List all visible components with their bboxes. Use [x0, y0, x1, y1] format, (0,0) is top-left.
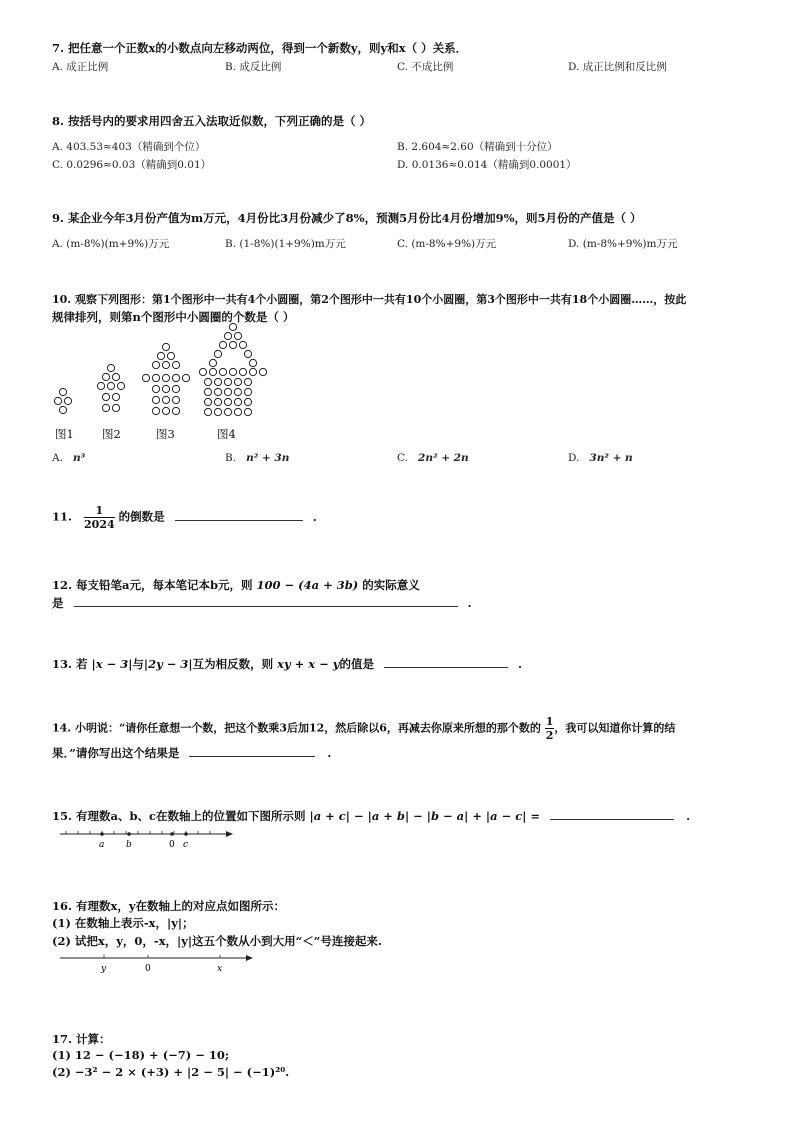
q13-mid: 与: [132, 657, 144, 671]
q9-option-b: B. (1-8%)(1+9%)m万元: [225, 238, 346, 250]
question-8-stem: 8. 按括号内的要求用四舍五入法取近似数，下列正确的是（ ）: [52, 114, 372, 128]
q8-option-d: D. 0.0136≈0.014（精确到0.0001）: [397, 159, 577, 171]
q10-option-a-letter: A.: [52, 452, 63, 464]
q13-prefix: 13. 若: [52, 657, 88, 671]
q14-fraction: [545, 715, 555, 742]
question-17-stem: 17. 计算：: [52, 1032, 111, 1046]
q14-line1: 14. 小明说：“请你任意想一个数，把这个数乘3后加12，然后除以6，再减去你原来所想的那个数的: [52, 721, 541, 735]
question-10-stem-line1: 10. 观察下列图形：第1个图形中一共有4个小圆圈，第2个图形中一共有10个小圆圈，第3个图形中一共有18个小圆圈……，按此: [52, 293, 687, 306]
q7-option-d: D. 成正比例和反比例: [568, 61, 667, 73]
q15-expression: |a + c| − |a + b| − |b − a| + |a − c| =: [309, 809, 541, 823]
fig-label-3: 图3: [156, 427, 175, 441]
question-15: [52, 808, 690, 824]
q14-frac-den: 2: [545, 729, 554, 742]
q16-part-2: (2) 试把x，y，0，-x，|y|这五个数从小到大用“＜”号连接起来.: [52, 934, 382, 948]
q10-option-b-math: n² + 3n: [246, 452, 290, 464]
q13-answer-blank[interactable]: [384, 657, 508, 668]
q9-option-c: C. (m-8%+9%)万元: [397, 238, 497, 250]
q10-option-d-math: 3n² + n: [589, 452, 633, 464]
q15-answer-blank[interactable]: [550, 809, 674, 820]
q15-label-b: b: [126, 840, 132, 850]
q17-part-2: (2) −3² − 2 × (+3) + |2 − 5| − (−1)²⁰.: [52, 1065, 290, 1079]
q7-option-a: A. 成正比例: [52, 61, 109, 73]
q16-part-1: (1) 在数轴上表示-x，|y|；: [52, 916, 194, 930]
q15-label-a: a: [99, 840, 105, 850]
q10-option-d-letter: D.: [568, 452, 580, 464]
q15-label-c: c: [183, 840, 189, 850]
q15-label-zero: 0: [169, 840, 175, 850]
question-14-line1: [52, 715, 675, 742]
q16-label-zero: 0: [145, 964, 151, 974]
q11-fraction: [84, 504, 115, 531]
q14-answer-blank[interactable]: [189, 746, 315, 757]
q13-end: .: [518, 657, 523, 671]
figure-4: [199, 323, 266, 415]
q7-option-b: B. 成反比例: [225, 61, 282, 73]
q8-option-b: B. 2.604≈2.60（精确到十分位）: [397, 141, 558, 153]
q13-mid2: 互为相反数，则: [192, 657, 274, 671]
q14-frac-num: 1: [545, 715, 554, 728]
question-9-stem: 9. 某企业今年3月份产值为m万元，4月份比3月份减少了8%，预测5月份比4月份增加9%，则5月份的产值是（ ）: [52, 211, 642, 225]
q10-option-c: [397, 452, 469, 464]
q12-end: .: [467, 596, 472, 610]
fig-label-4: 图4: [217, 427, 236, 441]
q11-number: 11.: [52, 509, 73, 524]
q16-number-line: [56, 950, 256, 976]
question-12-line2: [52, 595, 472, 611]
q14-line2: 果．”请你写出这个结果是: [52, 746, 180, 760]
question-12-line1: [52, 577, 420, 593]
q11-frac-num: 1: [84, 504, 115, 518]
figure-1: [54, 388, 71, 413]
q15-end: .: [686, 809, 691, 823]
question-16-stem: 16. 有理数x，y在数轴上的对应点如图所示：: [52, 899, 286, 913]
q10-option-d: [568, 452, 633, 464]
q10-option-c-letter: C.: [397, 452, 408, 464]
q17-part-1: (1) 12 − (−18) + (−7) − 10;: [52, 1048, 230, 1062]
question-11: [52, 504, 317, 531]
q14-end: .: [327, 746, 332, 760]
q12-prefix: 12. 每支铅笔a元，每本笔记本b元，则: [52, 578, 253, 592]
q10-option-a: [52, 452, 85, 464]
q13-abs-2: |2y − 3|: [143, 657, 193, 671]
question-10-stem-line2: 规律排列，则第n个图形中小圆圈的个数是（ ）: [52, 310, 295, 324]
q13-expression: xy + x − y: [277, 657, 340, 671]
q11-end: .: [312, 509, 317, 524]
q7-option-c: C. 不成比例: [397, 61, 454, 73]
question-13: [52, 656, 522, 672]
q9-option-d: D. (m-8%+9%)m万元: [568, 238, 678, 250]
fig-label-2: 图2: [102, 427, 121, 441]
q9-option-a: A. (m-8%)(m+9%)万元: [52, 238, 170, 250]
figure-3: [142, 343, 189, 414]
q12-expression: 100 − (4a + 3b): [256, 578, 359, 592]
q10-option-b: [225, 452, 289, 464]
q16-label-y: y: [101, 964, 107, 974]
q15-number-line: [56, 826, 236, 852]
q15-prefix: 15. 有理数a、b、c在数轴上的位置如下图所示则: [52, 809, 306, 823]
fig-label-1: 图1: [55, 427, 74, 441]
q16-label-x: x: [217, 964, 223, 974]
q13-suffix: 的值是: [339, 657, 374, 671]
q10-option-b-letter: B.: [225, 452, 237, 464]
q11-frac-den: 2024: [84, 518, 115, 531]
q13-abs-1: |x − 3|: [91, 657, 133, 671]
q8-option-a: A. 403.53≈403（精确到个位）: [52, 141, 206, 153]
question-14-line2: [52, 745, 331, 761]
q12-line2-prefix: 是: [52, 596, 64, 610]
question-7-stem: 7. 把任意一个正数x的小数点向左移动两位，得到一个新数y，则y和x（ ）关系．: [52, 41, 468, 55]
q14-line1-suffix: ，我可以知道你计算的结: [554, 721, 676, 735]
q10-option-a-math: n³: [72, 452, 86, 464]
q11-answer-blank[interactable]: [175, 510, 303, 521]
q11-text: 的倒数是: [118, 509, 165, 524]
q8-option-c: C. 0.0296≈0.03（精确到0.01）: [52, 159, 212, 171]
q12-suffix: 的实际意义: [362, 578, 420, 592]
q12-answer-blank[interactable]: [74, 596, 458, 607]
figure-2: [97, 364, 124, 411]
q10-option-c-math: 2n² + 2n: [418, 452, 469, 464]
